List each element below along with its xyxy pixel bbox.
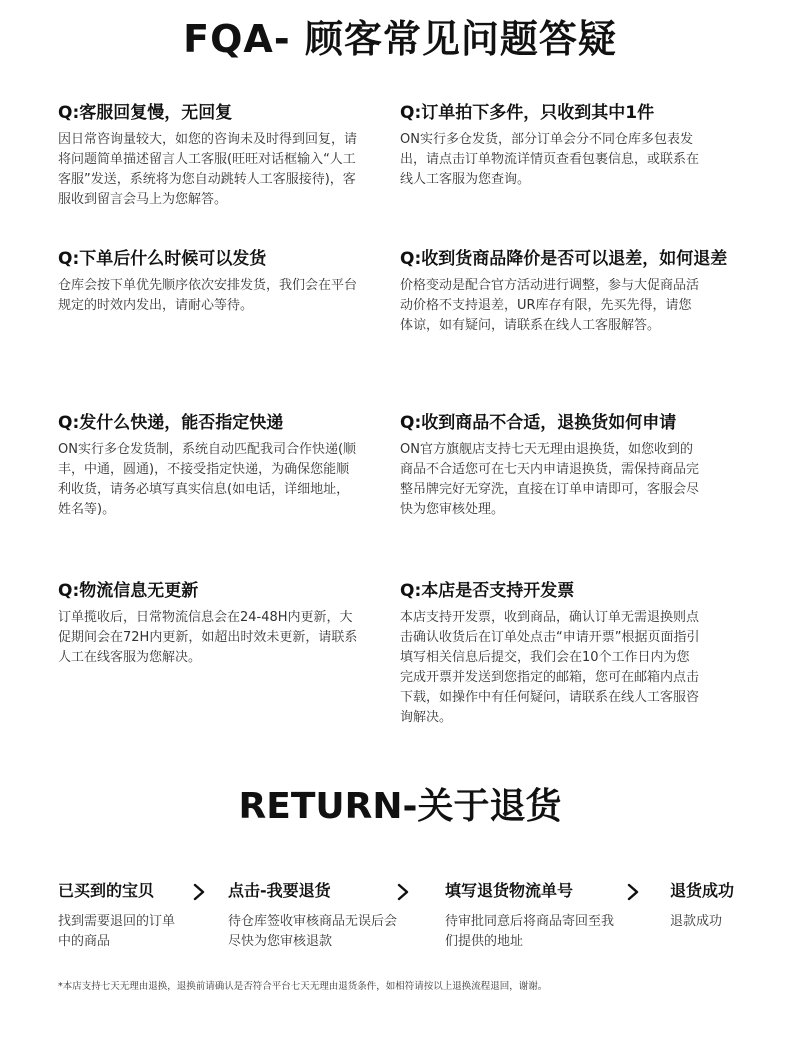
return-step-title: 已买到的宝贝	[58, 881, 155, 900]
faq-question: Q:收到货商品降价是否可以退差，如何退差	[400, 249, 728, 269]
return-step-title: 点击-我要退货	[228, 881, 331, 900]
faq-item	[400, 580, 720, 728]
faq-question: Q:下单后什么时候可以发货	[58, 249, 267, 269]
return-step	[445, 880, 615, 952]
return-step-desc: 退款成功	[670, 914, 723, 929]
return-step-desc: 找到需要退回的订单中的商品	[58, 914, 176, 949]
faq-item	[58, 412, 378, 520]
faq-answer: ON实行多仓发货，部分订单会分不同仓库多包表发出，请点击订单物流详情页查看包裹信息，或联系在线人工客服为您查询。	[400, 132, 700, 187]
return-step	[228, 880, 408, 952]
faq-answer: 订单揽收后，日常物流信息会在24-48H内更新，大促期间会在72H内更新，如超出时效未更新，请联系人工在线客服为您解决。	[58, 610, 358, 665]
faq-answer: 仓库会按下单优先顺序依次安排发货，我们会在平台规定的时效内发出，请耐心等待。	[58, 278, 358, 313]
faq-question: Q:客服回复慢，无回复	[58, 103, 233, 123]
faq-answer: ON官方旗舰店支持七天无理由退换货，如您收到的商品不合适您可在七天内申请退换货，需保持商品完整吊牌完好无穿洗，直接在订单申请即可，客服会尽快为您审核处理。	[400, 442, 700, 517]
page-title: FQA- 顾客常见问题答疑	[183, 17, 617, 61]
return-footnote: *本店支持七天无理由退换，退换前请确认是否符合平台七天无理由退货条件，如相符请按以上退换流程退回，谢谢。	[58, 981, 548, 992]
faq-question: Q:订单拍下多件，只收到其中1件	[400, 103, 655, 123]
return-step-desc: 待审批同意后将商品寄回至我们提供的地址	[445, 914, 615, 949]
chevron-right-icon	[626, 882, 640, 902]
faq-question: Q:物流信息无更新	[58, 581, 199, 601]
return-step-title: 填写退货物流单号	[445, 881, 574, 900]
faq-answer: 价格变动是配合官方活动进行调整，参与大促商品活动价格不支持退差，UR库存有限，先买先得，请您体谅，如有疑问，请联系在线人工客服解答。	[400, 278, 700, 333]
faq-answer: ON实行多仓发货制，系统自动匹配我司合作快递(顺丰，中通，圆通)，不接受指定快递，为确保您能顺利收货，请务必填写真实信息(如电话，详细地址，姓名等)。	[58, 442, 357, 517]
faq-question: Q:收到商品不合适，退换货如何申请	[400, 413, 677, 433]
faq-question: Q:发什么快递，能否指定快递	[58, 413, 284, 433]
return-section-title: RETURN-关于退货	[238, 786, 562, 827]
chevron-right-icon	[396, 882, 410, 902]
return-step-title: 退货成功	[670, 881, 735, 900]
return-step	[670, 880, 770, 932]
return-step	[58, 880, 178, 952]
faq-item	[400, 248, 780, 336]
faq-item	[400, 412, 720, 520]
faq-item	[58, 102, 378, 210]
faq-question: Q:本店是否支持开发票	[400, 581, 575, 601]
return-step-desc: 待仓库签收审核商品无误后会尽快为您审核退款	[228, 914, 398, 949]
faq-item	[58, 580, 378, 668]
faq-item	[400, 102, 720, 190]
faq-answer: 因日常咨询量较大，如您的咨询未及时得到回复，请将问题简单描述留言人工客服(旺旺对话框输入“人工客服”发送，系统将为您自动跳转人工客服接待)，客服收到留言会马上为您解答。	[58, 132, 358, 207]
faq-item	[58, 248, 378, 316]
faq-answer: 本店支持开发票，收到商品，确认订单无需退换则点击确认收货后在订单处点击“申请开票”根据页面指引填写相关信息后提交，我们会在10个工作日内为您完成开票并发送到您指定的邮箱，您可在邮箱内点击下载，如操作中有任何疑问，请联系在线人工客服咨询解决。	[400, 610, 700, 725]
chevron-right-icon	[192, 882, 206, 902]
